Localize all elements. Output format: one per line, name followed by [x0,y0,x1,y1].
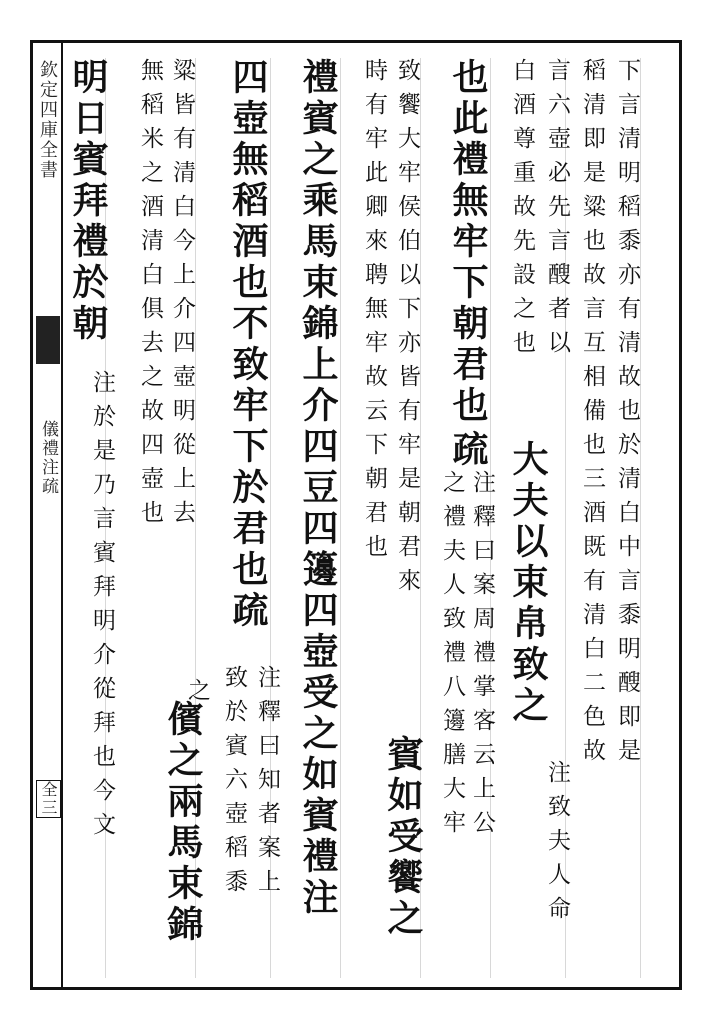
margin-title: 欽定四庫全書 [37,60,58,180]
margin-strip [33,43,63,987]
main-text-column: 儐之兩馬束錦 [162,700,204,946]
commentary-column: 白酒尊重故先設之也 [509,58,535,364]
commentary-column: 注釋曰案周禮掌客云上公 [469,470,495,844]
margin-fishtail-mark [36,316,60,364]
main-text-column: 明日賓拜禮於朝 [67,58,109,345]
commentary-column: 言六壺必先言醙者以 [544,58,570,364]
commentary-column: 注於是乃言賓拜明介從拜也今文 [89,370,115,846]
commentary-column: 下言清明稻黍亦有清故也於清白中言黍明醙即是 [614,58,640,772]
margin-book-name: 儀禮注疏 [38,420,58,496]
main-text-column: 四壺無稻酒也不致牢下於君也疏 [227,58,269,632]
column-rule [340,58,341,978]
main-text-column: 賓如受饗之 [382,735,424,940]
margin-volume: 全三 [36,780,61,818]
commentary-column: 時有牢此卿來聘無牢故云下朝君也 [361,58,387,568]
commentary-column: 注釋曰知者案上 [254,665,280,903]
main-text-column: 疏 [447,430,489,471]
commentary-column: 致於賓六壺稻黍 [221,665,247,903]
commentary-column: 無稻米之酒清白俱去之故四壺也 [137,58,163,534]
commentary-column: 致饗大牢侯伯以下亦皆有牢是朝君來 [394,58,420,602]
commentary-column: 注致夫人命 [544,760,570,930]
commentary-column: 之禮夫人致禮八籩膳大牢 [439,470,465,844]
commentary-column: 粱皆有清白今上介四壺明從上去 [169,58,195,534]
column-rule [640,58,641,978]
commentary-column: 之 [184,678,210,712]
main-text-column: 大夫以束帛致之 [507,440,549,727]
commentary-column: 稻清即是粱也故言互相備也三酒既有清白二色故 [579,58,605,772]
main-text-column: 也此禮無牢下朝君也 [447,58,489,427]
main-text-column: 禮賓之乘馬束錦上介四豆四籩四壺受之如賓禮注 [297,58,339,919]
